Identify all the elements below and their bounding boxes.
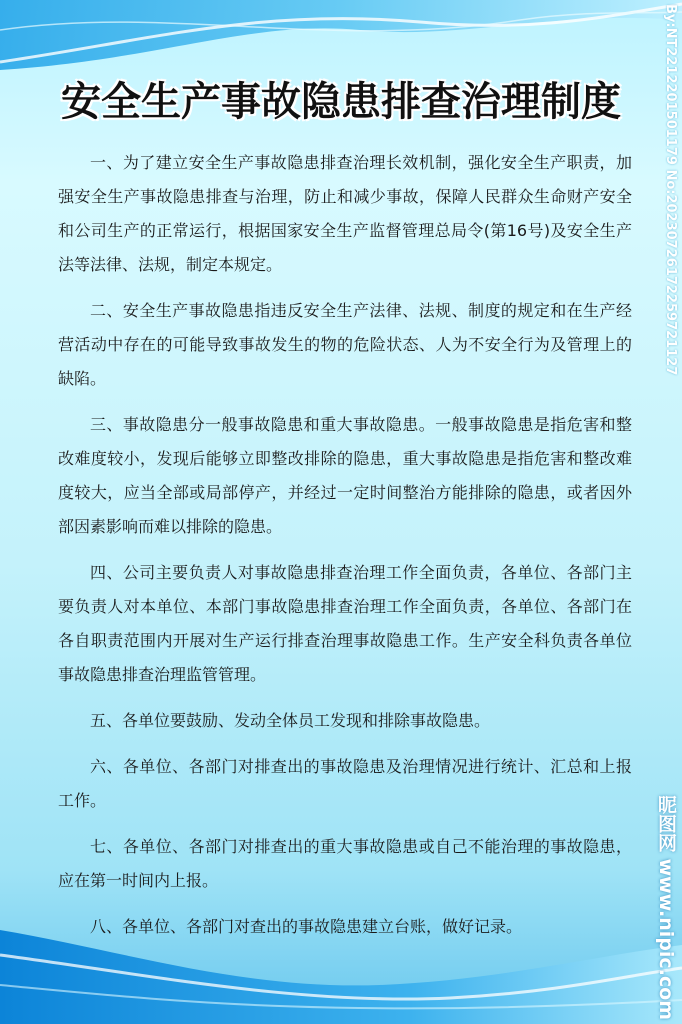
watermark-id: By:NT2212201501179 No:20230726172259721127 [663, 4, 678, 376]
document-body [58, 146, 632, 956]
paragraph-5: 五、各单位要鼓励、发动全体员工发现和排除事故隐患。 [90, 711, 491, 730]
paragraph-1: 一、为了建立安全生产事故隐患排查治理长效机制，强化安全生产职责，加强安全生产事故隐患排查与治理，防止和减少事故，保障人民群众生命财产安全和公司生产的正常运行，根据国家安全生产监督管理总局令(第16号)及安全生产法等法律、法规，制定本规定。 [58, 153, 632, 274]
paragraph-4: 四、公司主要负责人对事故隐患排查治理工作全面负责，各单位、各部门主要负责人对本单位、本部门事故隐患排查治理工作全面负责，各单位、各部门在各自职责范围内开展对生产运行排查治理事故隐患工作。生产安全科负责各单位事故隐患排查治理监管管理。 [58, 563, 632, 684]
paragraph-3: 三、事故隐患分一般事故隐患和重大事故隐患。一般事故隐患是指危害和整改难度较小，发现后能够立即整改排除的隐患，重大事故隐患是指危害和整改难度较大，应当全部或局部停产，并经过一定时间整治方能排除的隐患，或者因外部因素影响而难以排除的隐患。 [58, 415, 632, 536]
paragraph-8: 八、各单位、各部门对查出的事故隐患建立台账，做好记录。 [90, 917, 523, 936]
top-wave-shape [0, 0, 682, 70]
paragraph-6: 六、各单位、各部门对排查出的事故隐患及治理情况进行统计、汇总和上报工作。 [58, 757, 632, 810]
page-title: 安全生产事故隐患排查治理制度 [61, 79, 621, 125]
paragraph-7: 七、各单位、各部门对排查出的重大事故隐患或自己不能治理的事故隐患，应在第一时间内上报。 [58, 837, 632, 890]
paragraph-2: 二、安全生产事故隐患指违反安全生产法律、法规、制度的规定和在生产经营活动中存在的可能导致事故发生的物的危险状态、人为不安全行为及管理上的缺陷。 [58, 301, 632, 388]
watermark-site: 昵图网 www.nipic.com [655, 794, 677, 1020]
